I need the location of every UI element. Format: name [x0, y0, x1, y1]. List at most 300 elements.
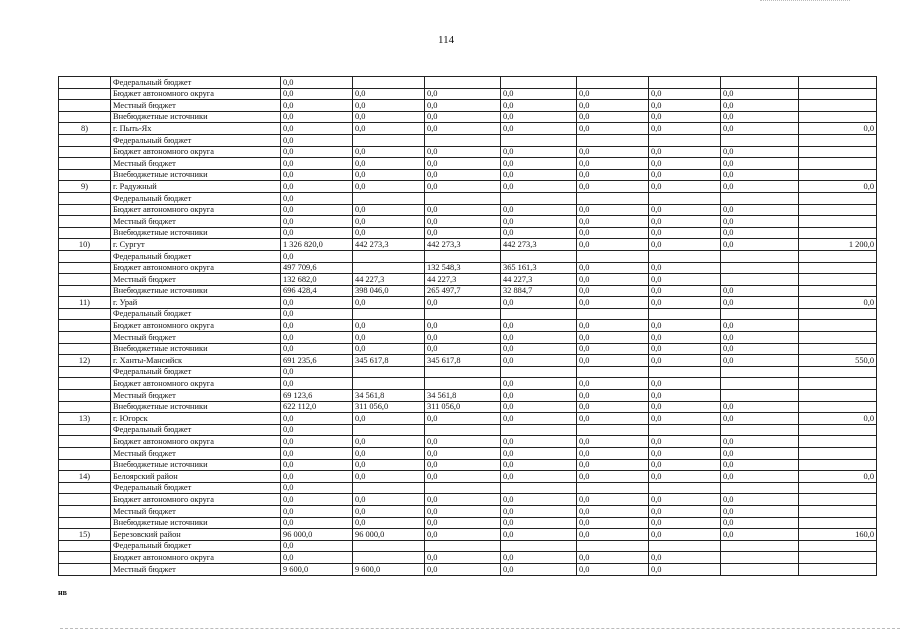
value-cell	[799, 332, 877, 344]
row-number	[59, 134, 111, 146]
value-cell: 0,0	[649, 401, 721, 413]
value-cell: 0,0	[353, 471, 425, 483]
table-row	[59, 192, 877, 204]
value-cell	[501, 250, 577, 262]
row-name: Бюджет автономного округа	[111, 552, 281, 564]
value-cell: 0,0	[501, 390, 577, 402]
value-cell: 0,0	[281, 227, 353, 239]
row-number	[59, 274, 111, 286]
value-cell: 0,0	[281, 378, 353, 390]
row-number	[59, 100, 111, 112]
row-number	[59, 390, 111, 402]
value-cell: 0,0	[501, 204, 577, 216]
row-name: Федеральный бюджет	[111, 308, 281, 320]
value-cell: 0,0	[501, 563, 577, 575]
value-cell	[799, 436, 877, 448]
value-cell	[721, 540, 799, 552]
value-cell	[799, 378, 877, 390]
row-name: Бюджет автономного округа	[111, 494, 281, 506]
value-cell	[425, 482, 501, 494]
row-number	[59, 401, 111, 413]
row-name: Местный бюджет	[111, 390, 281, 402]
value-cell: 0,0	[577, 529, 649, 541]
value-cell	[721, 274, 799, 286]
scan-artifact-bottom	[60, 628, 900, 629]
value-cell	[353, 366, 425, 378]
value-cell: 0,0	[721, 297, 799, 309]
value-cell: 0,0	[353, 111, 425, 123]
value-cell: 0,0	[649, 227, 721, 239]
value-cell: 0,0	[721, 227, 799, 239]
row-name: Внебюджетные источники	[111, 285, 281, 297]
row-number	[59, 204, 111, 216]
value-cell: 0,0	[649, 343, 721, 355]
value-cell: 0,0	[501, 401, 577, 413]
value-cell: 0,0	[281, 250, 353, 262]
row-number	[59, 216, 111, 228]
value-cell: 0,0	[577, 343, 649, 355]
value-cell: 0,0	[501, 216, 577, 228]
row-number	[59, 494, 111, 506]
row-name: г. Ханты-Мансийск	[111, 355, 281, 367]
row-name: Местный бюджет	[111, 505, 281, 517]
value-cell	[577, 424, 649, 436]
table-row	[59, 401, 877, 413]
value-cell: 0,0	[501, 227, 577, 239]
row-name: Местный бюджет	[111, 563, 281, 575]
table-row	[59, 250, 877, 262]
value-cell: 0,0	[577, 517, 649, 529]
value-cell: 0,0	[281, 505, 353, 517]
value-cell: 497 709,6	[281, 262, 353, 274]
value-cell: 32 884,7	[501, 285, 577, 297]
value-cell: 0,0	[577, 471, 649, 483]
value-cell: 0,0	[501, 552, 577, 564]
value-cell: 0,0	[649, 181, 721, 193]
value-cell: 0,0	[721, 320, 799, 332]
value-cell: 0,0	[281, 494, 353, 506]
value-cell: 0,0	[649, 285, 721, 297]
value-cell: 0,0	[577, 563, 649, 575]
value-cell: 691 235,6	[281, 355, 353, 367]
value-cell: 265 497,7	[425, 285, 501, 297]
table-row	[59, 262, 877, 274]
row-name: Местный бюджет	[111, 332, 281, 344]
value-cell: 9 600,0	[281, 563, 353, 575]
value-cell: 132 682,0	[281, 274, 353, 286]
value-cell	[799, 158, 877, 170]
value-cell	[353, 482, 425, 494]
value-cell: 0,0	[353, 459, 425, 471]
value-cell: 0,0	[281, 146, 353, 158]
value-cell: 0,0	[353, 436, 425, 448]
table-row	[59, 563, 877, 575]
budget-table	[58, 76, 877, 576]
value-cell: 0,0	[501, 355, 577, 367]
value-cell	[799, 563, 877, 575]
row-number	[59, 227, 111, 239]
value-cell: 0,0	[425, 494, 501, 506]
row-number: 11)	[59, 297, 111, 309]
value-cell	[353, 552, 425, 564]
value-cell: 0,0	[577, 274, 649, 286]
value-cell: 0,0	[721, 505, 799, 517]
value-cell	[799, 552, 877, 564]
value-cell	[577, 192, 649, 204]
value-cell	[799, 482, 877, 494]
value-cell: 0,0	[281, 471, 353, 483]
value-cell: 0,0	[577, 111, 649, 123]
row-number	[59, 540, 111, 552]
row-name: Федеральный бюджет	[111, 77, 281, 89]
row-number: 9)	[59, 181, 111, 193]
value-cell	[353, 308, 425, 320]
value-cell	[721, 262, 799, 274]
value-cell: 0,0	[721, 401, 799, 413]
value-cell: 0,0	[721, 436, 799, 448]
row-name: Местный бюджет	[111, 448, 281, 460]
value-cell: 0,0	[281, 88, 353, 100]
value-cell: 0,0	[281, 192, 353, 204]
value-cell	[501, 77, 577, 89]
value-cell	[721, 378, 799, 390]
value-cell: 345 617,8	[425, 355, 501, 367]
value-cell	[799, 320, 877, 332]
value-cell	[577, 134, 649, 146]
value-cell: 34 561,8	[353, 390, 425, 402]
value-cell: 0,0	[281, 216, 353, 228]
row-number	[59, 308, 111, 320]
table-row	[59, 459, 877, 471]
value-cell: 1 200,0	[799, 239, 877, 251]
row-name: г. Радужный	[111, 181, 281, 193]
value-cell	[799, 540, 877, 552]
table-row	[59, 123, 877, 135]
table-row	[59, 390, 877, 402]
value-cell: 365 161,3	[501, 262, 577, 274]
value-cell	[353, 262, 425, 274]
table-row	[59, 448, 877, 460]
value-cell: 0,0	[501, 517, 577, 529]
value-cell: 0,0	[649, 563, 721, 575]
value-cell: 0,0	[721, 216, 799, 228]
value-cell	[353, 192, 425, 204]
value-cell	[721, 308, 799, 320]
value-cell	[799, 308, 877, 320]
row-name: Внебюджетные источники	[111, 517, 281, 529]
value-cell	[577, 482, 649, 494]
value-cell: 0,0	[425, 111, 501, 123]
value-cell: 0,0	[501, 181, 577, 193]
value-cell	[799, 459, 877, 471]
row-name: Внебюджетные источники	[111, 169, 281, 181]
value-cell	[721, 192, 799, 204]
value-cell: 696 428,4	[281, 285, 353, 297]
value-cell	[649, 540, 721, 552]
value-cell: 0,0	[501, 343, 577, 355]
row-number	[59, 88, 111, 100]
row-name: Местный бюджет	[111, 274, 281, 286]
value-cell: 0,0	[721, 239, 799, 251]
table-row	[59, 181, 877, 193]
value-cell: 0,0	[425, 332, 501, 344]
value-cell: 0,0	[577, 401, 649, 413]
value-cell	[799, 343, 877, 355]
row-name: Федеральный бюджет	[111, 482, 281, 494]
row-name: Белоярский район	[111, 471, 281, 483]
value-cell: 0,0	[577, 262, 649, 274]
value-cell: 0,0	[501, 494, 577, 506]
table-row	[59, 297, 877, 309]
value-cell	[721, 552, 799, 564]
table-row	[59, 320, 877, 332]
value-cell: 0,0	[353, 448, 425, 460]
value-cell	[799, 390, 877, 402]
value-cell	[501, 540, 577, 552]
value-cell: 0,0	[577, 169, 649, 181]
value-cell	[425, 192, 501, 204]
row-number	[59, 192, 111, 204]
value-cell	[721, 482, 799, 494]
value-cell	[425, 378, 501, 390]
value-cell: 96 000,0	[281, 529, 353, 541]
value-cell: 0,0	[281, 297, 353, 309]
row-name: г. Пыть-Ях	[111, 123, 281, 135]
value-cell: 0,0	[649, 158, 721, 170]
value-cell	[425, 540, 501, 552]
value-cell: 0,0	[353, 169, 425, 181]
value-cell: 0,0	[281, 111, 353, 123]
row-number	[59, 262, 111, 274]
row-number: 15)	[59, 529, 111, 541]
value-cell: 0,0	[577, 216, 649, 228]
value-cell: 0,0	[281, 332, 353, 344]
value-cell: 0,0	[721, 413, 799, 425]
value-cell: 0,0	[577, 123, 649, 135]
table-row	[59, 343, 877, 355]
value-cell: 0,0	[353, 158, 425, 170]
row-number	[59, 552, 111, 564]
value-cell: 0,0	[649, 216, 721, 228]
value-cell: 0,0	[799, 413, 877, 425]
row-number	[59, 424, 111, 436]
value-cell: 311 056,0	[353, 401, 425, 413]
value-cell	[799, 401, 877, 413]
table-row	[59, 529, 877, 541]
value-cell: 0,0	[649, 204, 721, 216]
scan-artifact-top	[760, 0, 850, 1]
value-cell: 0,0	[721, 448, 799, 460]
row-name: Федеральный бюджет	[111, 540, 281, 552]
value-cell: 0,0	[721, 471, 799, 483]
value-cell: 160,0	[799, 529, 877, 541]
value-cell: 0,0	[281, 308, 353, 320]
value-cell: 0,0	[649, 390, 721, 402]
value-cell: 0,0	[649, 413, 721, 425]
value-cell: 0,0	[353, 100, 425, 112]
value-cell: 0,0	[721, 332, 799, 344]
value-cell: 0,0	[353, 88, 425, 100]
table-row	[59, 77, 877, 89]
value-cell: 0,0	[281, 134, 353, 146]
value-cell: 96 000,0	[353, 529, 425, 541]
value-cell	[353, 134, 425, 146]
table-row	[59, 552, 877, 564]
value-cell: 0,0	[353, 123, 425, 135]
table-row	[59, 88, 877, 100]
value-cell: 0,0	[649, 355, 721, 367]
value-cell	[649, 134, 721, 146]
value-cell	[799, 146, 877, 158]
value-cell: 0,0	[425, 552, 501, 564]
table-row	[59, 239, 877, 251]
value-cell: 442 273,3	[353, 239, 425, 251]
value-cell: 0,0	[577, 355, 649, 367]
table-row	[59, 471, 877, 483]
table-row	[59, 355, 877, 367]
value-cell: 0,0	[353, 216, 425, 228]
row-number	[59, 448, 111, 460]
value-cell: 0,0	[281, 169, 353, 181]
value-cell: 0,0	[721, 355, 799, 367]
value-cell: 0,0	[353, 413, 425, 425]
value-cell: 0,0	[577, 297, 649, 309]
value-cell: 0,0	[425, 216, 501, 228]
value-cell	[353, 378, 425, 390]
value-cell: 0,0	[281, 436, 353, 448]
table-body	[59, 77, 877, 576]
value-cell: 0,0	[721, 181, 799, 193]
table-row	[59, 517, 877, 529]
value-cell: 0,0	[425, 343, 501, 355]
value-cell: 0,0	[649, 471, 721, 483]
value-cell	[353, 424, 425, 436]
value-cell: 0,0	[721, 343, 799, 355]
value-cell: 0,0	[721, 146, 799, 158]
value-cell: 0,0	[501, 88, 577, 100]
row-number	[59, 343, 111, 355]
table-row	[59, 494, 877, 506]
row-name: Местный бюджет	[111, 100, 281, 112]
value-cell: 0,0	[649, 262, 721, 274]
value-cell: 0,0	[721, 494, 799, 506]
value-cell: 0,0	[425, 88, 501, 100]
value-cell: 345 617,8	[353, 355, 425, 367]
value-cell: 442 273,3	[425, 239, 501, 251]
value-cell: 0,0	[353, 343, 425, 355]
value-cell: 0,0	[799, 181, 877, 193]
value-cell: 0,0	[425, 517, 501, 529]
value-cell: 398 046,0	[353, 285, 425, 297]
value-cell	[799, 169, 877, 181]
value-cell: 0,0	[721, 459, 799, 471]
row-number	[59, 169, 111, 181]
value-cell: 0,0	[425, 146, 501, 158]
row-name: Бюджет автономного округа	[111, 320, 281, 332]
value-cell: 0,0	[577, 100, 649, 112]
value-cell: 44 227,3	[425, 274, 501, 286]
value-cell: 0,0	[577, 332, 649, 344]
value-cell: 0,0	[281, 123, 353, 135]
table-row	[59, 285, 877, 297]
value-cell: 0,0	[425, 297, 501, 309]
table-row	[59, 158, 877, 170]
row-name: Федеральный бюджет	[111, 192, 281, 204]
value-cell: 0,0	[425, 227, 501, 239]
value-cell: 0,0	[281, 181, 353, 193]
value-cell	[799, 517, 877, 529]
value-cell: 0,0	[721, 529, 799, 541]
value-cell: 44 227,3	[353, 274, 425, 286]
value-cell: 0,0	[353, 494, 425, 506]
row-number	[59, 517, 111, 529]
row-name: Федеральный бюджет	[111, 134, 281, 146]
value-cell: 0,0	[353, 227, 425, 239]
row-number	[59, 482, 111, 494]
value-cell: 0,0	[721, 517, 799, 529]
value-cell: 0,0	[353, 146, 425, 158]
value-cell: 0,0	[425, 169, 501, 181]
value-cell: 0,0	[425, 123, 501, 135]
value-cell: 0,0	[649, 505, 721, 517]
value-cell	[799, 448, 877, 460]
table-row	[59, 308, 877, 320]
value-cell: 0,0	[649, 123, 721, 135]
value-cell: 0,0	[501, 413, 577, 425]
row-number	[59, 436, 111, 448]
value-cell: 0,0	[721, 88, 799, 100]
value-cell: 0,0	[425, 436, 501, 448]
value-cell: 0,0	[649, 320, 721, 332]
value-cell: 0,0	[353, 332, 425, 344]
value-cell: 0,0	[501, 436, 577, 448]
value-cell	[799, 111, 877, 123]
value-cell	[649, 250, 721, 262]
value-cell: 311 056,0	[425, 401, 501, 413]
row-name: Бюджет автономного округа	[111, 436, 281, 448]
value-cell: 0,0	[281, 366, 353, 378]
value-cell: 0,0	[353, 204, 425, 216]
value-cell: 0,0	[281, 320, 353, 332]
value-cell: 0,0	[577, 181, 649, 193]
table-row	[59, 216, 877, 228]
value-cell	[721, 134, 799, 146]
value-cell: 0,0	[281, 343, 353, 355]
value-cell: 0,0	[425, 100, 501, 112]
value-cell: 0,0	[281, 413, 353, 425]
value-cell	[799, 204, 877, 216]
row-name: Бюджет автономного округа	[111, 204, 281, 216]
value-cell: 0,0	[501, 158, 577, 170]
value-cell: 0,0	[501, 100, 577, 112]
value-cell: 0,0	[425, 413, 501, 425]
value-cell: 0,0	[721, 123, 799, 135]
value-cell: 0,0	[425, 204, 501, 216]
row-number	[59, 563, 111, 575]
value-cell: 0,0	[577, 146, 649, 158]
value-cell	[799, 366, 877, 378]
value-cell	[353, 250, 425, 262]
value-cell: 0,0	[501, 123, 577, 135]
value-cell: 0,0	[353, 517, 425, 529]
row-name: г. Урай	[111, 297, 281, 309]
value-cell: 0,0	[577, 494, 649, 506]
value-cell	[799, 285, 877, 297]
value-cell: 0,0	[649, 552, 721, 564]
value-cell: 0,0	[649, 169, 721, 181]
value-cell	[649, 308, 721, 320]
table-row	[59, 204, 877, 216]
